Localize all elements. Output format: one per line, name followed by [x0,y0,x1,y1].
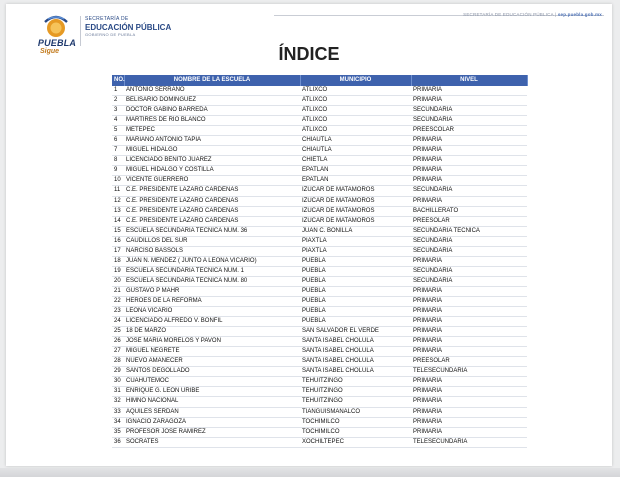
table-row [112,357,527,367]
cell-municipality: TOCHIMILCO [300,427,411,437]
table-row [112,367,527,377]
cell-school-name: MIGUEL HIDALGO [124,146,300,156]
cell-no: 2 [112,96,124,106]
cell-level: PRIMARIA [411,337,527,347]
cell-no: 22 [112,296,124,306]
table-row [112,407,527,417]
cell-no: 8 [112,156,124,166]
cell-municipality: IZUCAR DE MATAMOROS [300,216,411,226]
cell-level: PRIMARIA [411,156,527,166]
table-row [112,236,527,246]
cell-level: SECUNDARIA [411,236,527,246]
cell-no: 26 [112,337,124,347]
column-header-level: NIVEL [411,75,527,86]
cell-school-name: METEPEC [124,126,300,136]
page-title: ÍNDICE [278,44,340,64]
cell-school-name: SOCRATES [124,437,300,447]
cell-no: 7 [112,146,124,156]
cell-municipality: JUAN C. BONILLA [300,226,411,236]
cell-level: PRIMARIA [411,397,527,407]
cell-school-name: GUSTAVO P MAHR [124,286,300,296]
cell-no: 36 [112,437,124,447]
cell-level: SECUNDARIA [411,266,527,276]
cell-level: PRIMARIA [411,256,527,266]
cell-level: SECUNDARIA TECNICA [411,226,527,236]
cell-municipality: EPATLÁN [300,176,411,186]
column-header-no: NO. [112,75,124,86]
cell-school-name: ESCUELA SECUNDARIA TECNICA NUM. 36 [124,226,300,236]
table-row [112,226,527,236]
cell-school-name: NARCISO BASSOLS [124,246,300,256]
cell-municipality: PUEBLA [300,256,411,266]
cell-school-name: LICENCIADO BENITO JUAREZ [124,156,300,166]
org-line-1: SECRETARÍA DE [85,16,129,22]
cell-no: 14 [112,216,124,226]
table-row [112,176,527,186]
cell-level: PREESOLAR [411,216,527,226]
table-row [112,397,527,407]
table-header-row [112,75,527,86]
table-row [112,377,527,387]
cell-no: 1 [112,86,124,96]
cell-no: 16 [112,236,124,246]
cell-level: PRIMARIA [411,296,527,306]
cell-no: 31 [112,387,124,397]
cell-level: PRIMARIA [411,347,527,357]
brand-name: PUEBLA [37,38,77,48]
cell-municipality: SANTA ISABEL CHOLULA [300,357,411,367]
cell-school-name: ESCUELA SECUNDARIA TECNICA NUM. 1 [124,266,300,276]
cell-school-name: IGNACIO ZARAGOZA [124,417,300,427]
cell-school-name: C.E. PRESIDENTE LAZARO CARDENAS [124,216,300,226]
cell-municipality: PUEBLA [300,266,411,276]
cell-municipality: XOCHILTEPEC [300,437,411,447]
table-row [112,256,527,266]
cell-school-name: 18 DE MARZO [124,327,300,337]
cell-no: 24 [112,317,124,327]
header-right-text: SECRETARÍA DE EDUCACIÓN PÚBLICA | sep.puebla.gob.mx [463,12,602,17]
cell-level: TELESECUNDARIA [411,367,527,377]
cell-level: PRIMARIA [411,407,527,417]
table-row [112,337,527,347]
cell-no: 6 [112,136,124,146]
table-row [112,246,527,256]
table-row [112,116,527,126]
cell-no: 4 [112,116,124,126]
cell-school-name: SANTOS DEGOLLADO [124,367,300,377]
cell-no: 35 [112,427,124,437]
brand-tagline: Sigue [40,48,60,55]
cell-municipality: TEHUITZINGO [300,387,411,397]
cell-school-name: CAUDILLOS DEL SUR [124,236,300,246]
cell-school-name: ENRIQUE G. LEON URIBE [124,387,300,397]
cell-level: PRIMARIA [411,387,527,397]
cell-no: 27 [112,347,124,357]
cell-municipality: IZUCAR DE MATAMOROS [300,196,411,206]
cell-school-name: AQUILES SERDAN [124,407,300,417]
cell-no: 29 [112,367,124,377]
table-row [112,216,527,226]
cell-level: SECUNDARIA [411,116,527,126]
cell-school-name: C.E. PRESIDENTE LAZARO CARDENAS [124,186,300,196]
cell-school-name: DOCTOR GABINO BARREDA [124,106,300,116]
org-line-2: EDUCACIÓN PÚBLICA [85,23,172,32]
cell-school-name: MIGUEL HIDALGO Y COSTILLA [124,166,300,176]
cell-level: PRIMARIA [411,417,527,427]
cell-level: SECUNDARIA [411,106,527,116]
cell-no: 17 [112,246,124,256]
cell-municipality: PUEBLA [300,307,411,317]
cell-level: PRIMARIA [411,146,527,156]
cell-level: PRIMARIA [411,96,527,106]
cell-school-name: CUAHUTEMOC [124,377,300,387]
cell-level: TELESECUNDARIA [411,437,527,447]
cell-level: SECUNDARIA [411,276,527,286]
table-row [112,186,527,196]
cell-municipality: PIAXTLA [300,246,411,256]
cell-municipality: SANTA ISABEL CHOLULA [300,337,411,347]
cell-school-name: JUAN N. MENDEZ ( JUNTO A LEONA VICARIO) [124,256,300,266]
column-header-school: NOMBRE DE LA ESCUELA [124,75,300,86]
cell-no: 28 [112,357,124,367]
organization-name [85,16,171,38]
cell-level: PRIMARIA [411,377,527,387]
cell-school-name: LEONA VICARIO [124,307,300,317]
table-row [112,417,527,427]
cell-municipality: IZUCAR DE MATAMOROS [300,206,411,216]
table-row [112,196,527,206]
table-row [112,156,527,166]
cell-no: 9 [112,166,124,176]
org-line-3: GOBIERNO DE PUEBLA [85,32,136,37]
table-row [112,126,527,136]
cell-no: 12 [112,196,124,206]
cell-municipality: PUEBLA [300,276,411,286]
table-row [112,437,527,447]
cell-no: 30 [112,377,124,387]
table-row [112,427,527,437]
cell-level: PRIMARIA [411,317,527,327]
cell-level: PRIMARIA [411,286,527,296]
cell-no: 25 [112,327,124,337]
table-row [112,166,527,176]
cell-municipality: SANTA ISABEL CHOLULA [300,347,411,357]
cell-level: PRIMARIA [411,176,527,186]
table-row [112,387,527,397]
cell-municipality: CHIETLA [300,156,411,166]
cell-no: 32 [112,397,124,407]
cell-municipality: EPATLÁN [300,166,411,176]
header-divider [80,16,81,46]
cell-school-name: BELISARIO DOMINGUEZ [124,96,300,106]
table-row [112,327,527,337]
cell-school-name: HEROES DE LA REFORMA [124,296,300,306]
cell-municipality: PIAXTLA [300,236,411,246]
viewer-bottom-bar [0,468,620,477]
cell-school-name: PROFESOR JOSE RAMIREZ [124,427,300,437]
table-row [112,96,527,106]
cell-school-name: MIGUEL NEGRETE [124,347,300,357]
cell-level: SECUNDARIA [411,186,527,196]
cell-school-name: LICENCIADO ALFREDO V. BONFIL [124,317,300,327]
table-row [112,106,527,116]
sun-emblem-icon [36,14,76,38]
cell-level: PRIMARIA [411,136,527,146]
cell-no: 5 [112,126,124,136]
cell-level: PREESOLAR [411,357,527,367]
cell-level: BACHILLERATO [411,206,527,216]
document-page [6,4,612,466]
cell-level: PRIMARIA [411,86,527,96]
cell-school-name: MARTIRES DE RIO BLANCO [124,116,300,126]
table-row [112,136,527,146]
cell-school-name: VICENTE GUERRERO [124,176,300,186]
cell-level: SECUNDARIA [411,246,527,256]
cell-school-name: HIMNO NACIONAL [124,397,300,407]
cell-no: 18 [112,256,124,266]
cell-no: 20 [112,276,124,286]
cell-level: PRIMARIA [411,196,527,206]
cell-no: 13 [112,206,124,216]
cell-school-name: ANTONIO SERRANO [124,86,300,96]
cell-municipality: IZUCAR DE MATAMOROS [300,186,411,196]
cell-municipality: TIANGUISMANALCO [300,407,411,417]
cell-municipality: PUEBLA [300,317,411,327]
cell-municipality: CHIAUTLA [300,146,411,156]
cell-no: 23 [112,307,124,317]
cell-school-name: C.E. PRESIDENTE LAZARO CARDENAS [124,206,300,216]
cell-municipality: ATLIXCO [300,116,411,126]
cell-level: PREESCOLAR [411,126,527,136]
cell-municipality: CHIAUTLA [300,136,411,146]
table-row [112,276,527,286]
table-row [112,266,527,276]
cell-municipality: TEHUITZINGO [300,397,411,407]
cell-municipality: ATLIXCO [300,86,411,96]
cell-municipality: ATLIXCO [300,96,411,106]
header-org-text: SECRETARÍA DE EDUCACIÓN PÚBLICA [463,12,554,17]
cell-municipality: ATLIXCO [300,106,411,116]
table-row [112,296,527,306]
cell-level: PRIMARIA [411,166,527,176]
cell-level: PRIMARIA [411,307,527,317]
schools-table [112,75,528,448]
table-row [112,206,527,216]
cell-municipality: TEHUITZINGO [300,377,411,387]
cell-no: 33 [112,407,124,417]
cell-no: 21 [112,286,124,296]
cell-school-name: ESCUELA SECUNDARIA TECNICA NUM. 80 [124,276,300,286]
table-row [112,86,527,96]
cell-school-name: C.E. PRESIDENTE LAZARO CARDENAS [124,196,300,206]
table-row [112,317,527,327]
cell-no: 11 [112,186,124,196]
cell-school-name: JOSE MARIA MORELOS Y PAVON [124,337,300,347]
cell-no: 3 [112,106,124,116]
cell-municipality: TOCHIMILCO [300,417,411,427]
column-header-municipality: MUNICIPIO [300,75,411,86]
table-row [112,286,527,296]
cell-level: PRIMARIA [411,327,527,337]
cell-municipality: PUEBLA [300,286,411,296]
cell-school-name: NUEVO AMANECER [124,357,300,367]
cell-no: 15 [112,226,124,236]
cell-level: PRIMARIA [411,427,527,437]
table-row [112,307,527,317]
cell-no: 34 [112,417,124,427]
cell-municipality: SAN SALVADOR EL VERDE [300,327,411,337]
header-url: sep.puebla.gob.mx [557,12,602,17]
cell-municipality: PUEBLA [300,296,411,306]
table-row [112,146,527,156]
cell-municipality: ATLIXCO [300,126,411,136]
cell-municipality: SANTA ISABEL CHOLULA [300,367,411,377]
cell-school-name: MARIANO ANTONIO TAPIA [124,136,300,146]
table-row [112,347,527,357]
cell-no: 19 [112,266,124,276]
cell-no: 10 [112,176,124,186]
